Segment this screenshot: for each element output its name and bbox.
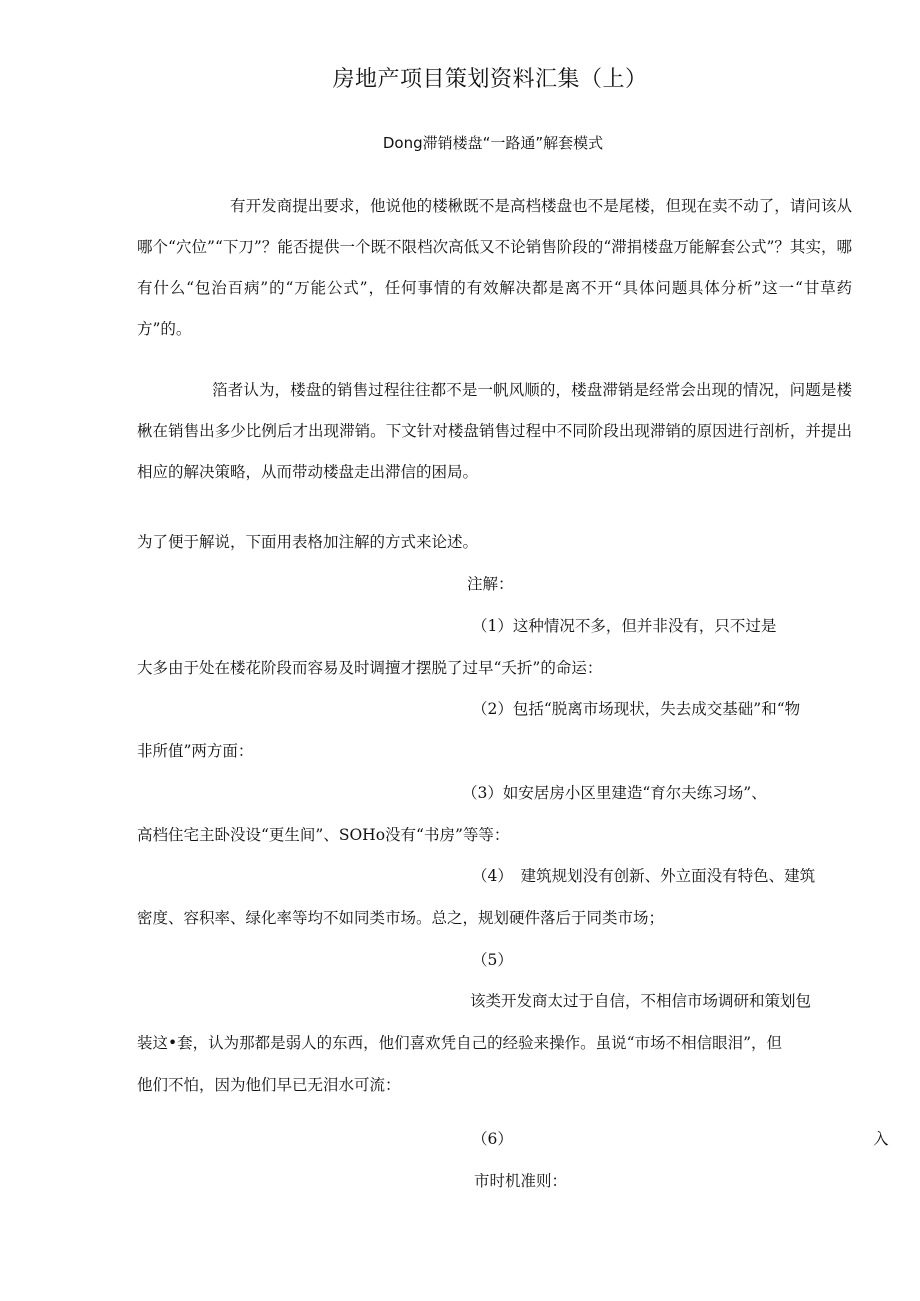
- note-6-line-1: （6）: [472, 1130, 513, 1148]
- note-5-line-4: 他们不怕，因为他们早已无泪水可流：: [137, 1076, 401, 1094]
- note-5-line-3: 装这•套，认为那都是弱人的东西，他们喜欢凭自己的经验来操作。虽说“市场不相信眼泪”，但: [137, 1034, 782, 1052]
- paragraph-3: 为了便于解说，下面用表格加注解的方式来论述。: [137, 533, 479, 551]
- note-3-line-1: （3）如安居房小区里建造“育尔夫练习场”、: [462, 784, 767, 802]
- document-subtitle: Dong滞销楼盘“一路通”解套模式: [382, 134, 604, 152]
- note-1-line-1: （1）这种情况不多，但并非没有，只不过是: [472, 617, 777, 635]
- note-4-line-1: （4） 建筑规划没有创新、外立面没有特色、建筑: [472, 867, 816, 885]
- paragraph-1: 有开发商提出要求，他说他的楼楸既不是高档楼盘也不是尾楼，但现在卖不动了，请问该从哪个“穴位”“下刀”？能否提供一个既不限档次高低又不论销售阶段的“滞捐楼盘万能解套公式”？其实，哪有什么“包治百病”的“万能公式”，任何事情的有效解决都是离不开“具体问题具体分析”这一“甘草药方”的。: [137, 197, 852, 338]
- note-5-line-2: 该类开发商太过于自信，不相信市场调研和策划包: [470, 992, 812, 1010]
- note-5-line-1: （5）: [472, 951, 513, 969]
- document-title: 房地产项目策划资料汇集（上）: [332, 67, 648, 92]
- note-2-line-1: （2）包括“脱离市场现状，失去成交基础”和“物: [472, 700, 801, 718]
- note-6-line-2: 市时机准则：: [474, 1172, 568, 1190]
- note-1-line-2: 大多由于处在楼花阶段而容易及时调擅才摆脱了过早“夭折”的命运：: [137, 659, 603, 677]
- notes-heading: 注解：: [467, 575, 514, 593]
- note-4-line-2: 密度、容积率、绿化率等均不如同类市场。总之，规划硬件落后于同类市场；: [137, 909, 665, 927]
- note-3-line-2: 高档住宅主卧没设“更生间”、SOHo没有“书房”等等：: [137, 826, 510, 844]
- note-2-line-2: 非所值”两方面：: [137, 742, 254, 760]
- note-6-line-1-end: 入: [873, 1130, 889, 1148]
- paragraph-2: 箔者认为，楼盘的销售过程往往都不是一帆风顺的，楼盘滞销是经常会出现的情况，问题是楼楸在销售出多少比例后才出现滞销。下文针对楼盘销售过程中不同阶段出现滞销的原因进行剖析，并提出相应的解决策略，从而带动楼盘走出滞信的困局。: [137, 381, 852, 481]
